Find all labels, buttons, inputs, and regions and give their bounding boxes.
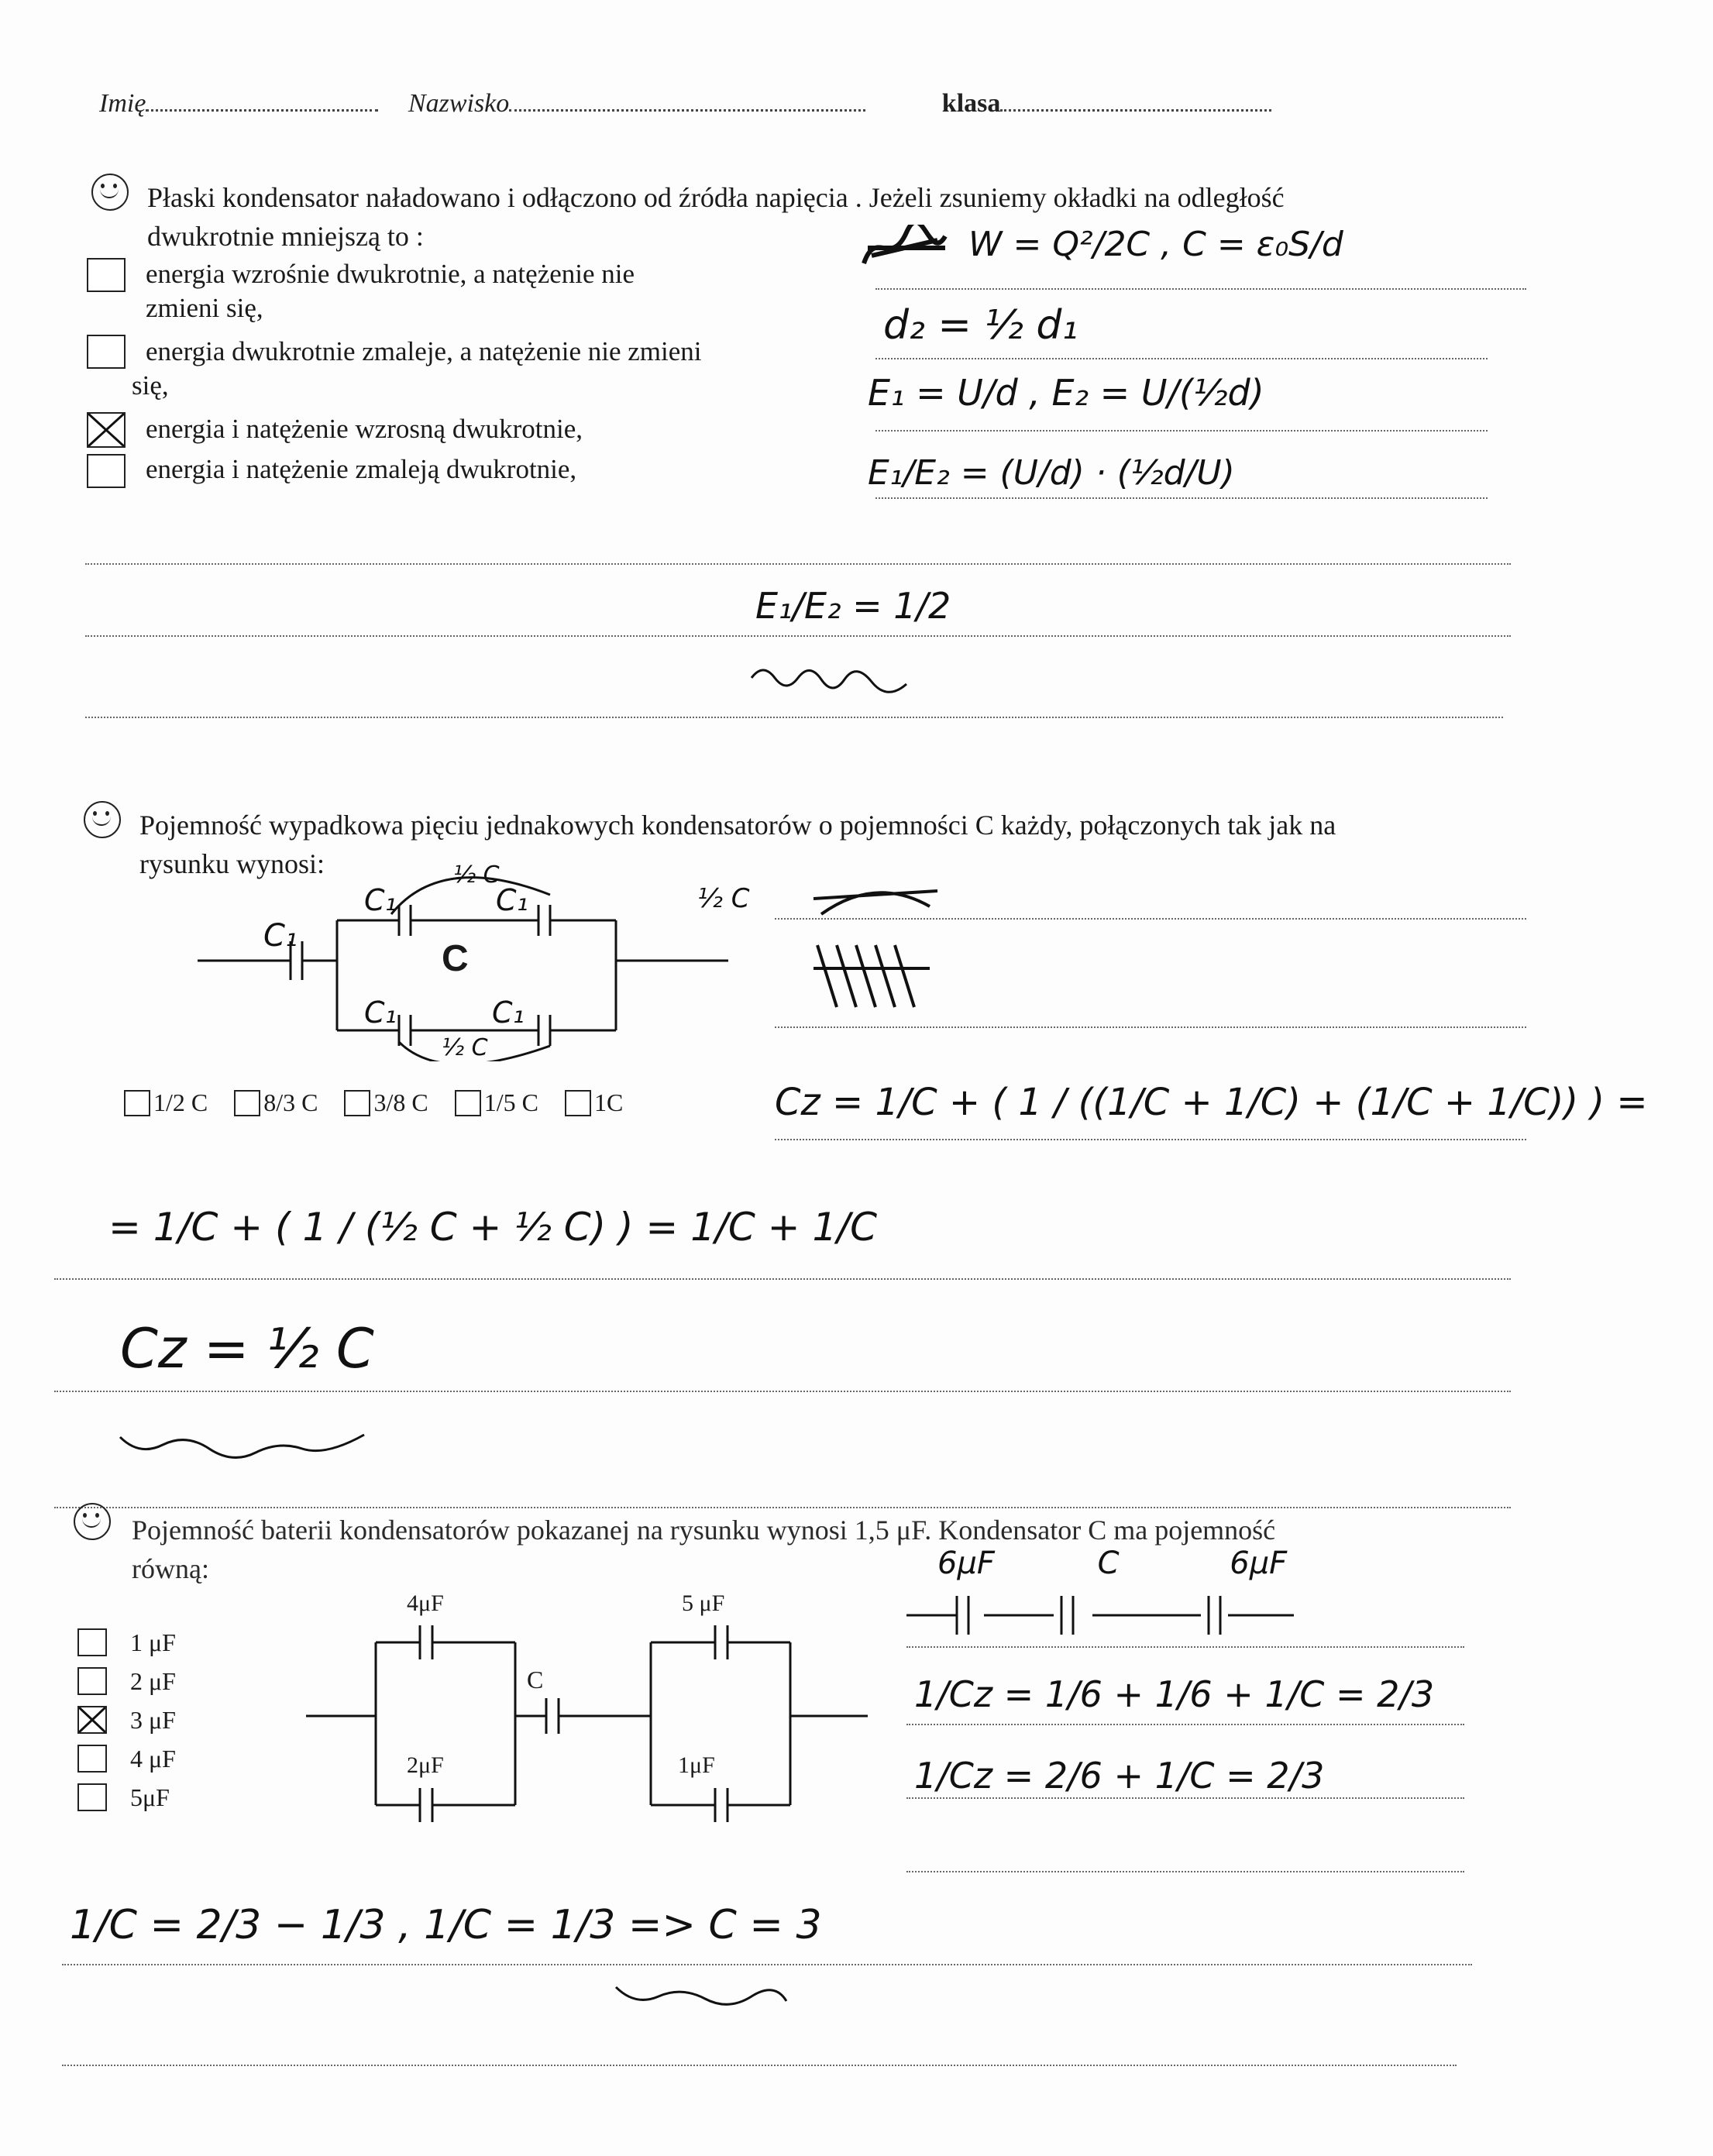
q2-option3-label: 3/8 C (373, 1088, 428, 1116)
q1-option1 (146, 257, 827, 325)
q3-option5-label: 5μF (130, 1783, 170, 1811)
q2-label-top-right: C₁ (496, 883, 528, 917)
answer-line (62, 1964, 1472, 1965)
q1-option1-line2: zmieni się, (146, 293, 263, 323)
answer-line (875, 288, 1526, 290)
q3-text (132, 1511, 1550, 1588)
q1-hand-d2: d₂ = ½ d₁ (883, 302, 1078, 349)
q1-hand-ratio: E₁/E₂ = (U/d) · (½d/U) (868, 453, 1235, 493)
q2-hand-line2: = 1/C + ( 1 / (½ C + ½ C) ) = 1/C + 1/C (108, 1205, 878, 1250)
q2-option1-label: 1/2 C (153, 1088, 208, 1116)
q1-option3-checkbox[interactable] (87, 412, 126, 448)
q2-option4-label: 1/5 C (483, 1088, 538, 1116)
answer-line (906, 1724, 1464, 1725)
q1-option4-checkbox[interactable] (87, 454, 126, 488)
q2-label-c1-left: C₁ (263, 918, 298, 954)
q3-hand-label-c: C (1097, 1546, 1120, 1581)
q3-option4 (77, 1739, 176, 1778)
q1-option3: energia i natężenie wzrosną dwukrotnie, (146, 414, 583, 444)
smiley-icon (84, 801, 121, 838)
answer-line (54, 1507, 1511, 1508)
q3-label-5uf: 5 μF (682, 1590, 725, 1616)
underline-wave-icon (748, 662, 910, 693)
answer-line (62, 2065, 1457, 2066)
q2-option4 (455, 1088, 538, 1117)
answer-line (875, 430, 1488, 432)
q2-option2-checkbox[interactable] (234, 1090, 260, 1116)
q3-hand-eq2: 1/Cz = 2/6 + 1/C = 2/3 (914, 1755, 1325, 1797)
q3-hand-eq3: 1/C = 2/3 − 1/3 , 1/C = 1/3 => C = 3 (70, 1902, 822, 1948)
q2-text-line1: Pojemność wypadkowa pięciu jednakowych kondensatorów o pojemności C każdy, połączonych tak jak na (139, 810, 1336, 841)
q3-text-line1: Pojemność baterii kondensatorów pokazanej na rysunku wynosi 1,5 μF. Kondensator C ma pojemność (132, 1515, 1276, 1546)
q3-hand-label-6uf-right: 6μF (1230, 1546, 1288, 1581)
q3-label-4uf: 4μF (407, 1590, 444, 1616)
answer-line (906, 1797, 1464, 1799)
answer-line (775, 1139, 1526, 1140)
q2-hand-result: Cz = ½ C (120, 1317, 374, 1381)
smiley-icon (74, 1503, 111, 1540)
q3-option2 (77, 1662, 176, 1700)
q2-option2 (234, 1088, 318, 1117)
q2-label-half-right: ½ C (697, 883, 750, 914)
q2-option1-checkbox[interactable] (124, 1090, 150, 1116)
q1-option1-checkbox[interactable] (87, 258, 126, 292)
q1-hand-e1: E₁ = U/d , E₂ = U/(½d) (868, 372, 1264, 414)
header (99, 89, 1271, 119)
q2-option5-checkbox[interactable] (565, 1090, 591, 1116)
q2-label-bottom-right: C₁ (492, 995, 525, 1030)
q2-option3-checkbox[interactable] (344, 1090, 370, 1116)
answer-line (54, 1278, 1511, 1280)
q2-option1 (124, 1088, 208, 1117)
answer-line (906, 1646, 1464, 1648)
q2-label-bottom-left: C₁ (364, 995, 397, 1030)
q3-hand-label-6uf-left: 6μF (937, 1546, 995, 1581)
scribble-icon (860, 225, 953, 271)
q3-hand-eq1: 1/Cz = 1/6 + 1/6 + 1/C = 2/3 (914, 1673, 1435, 1715)
imie-field[interactable] (146, 109, 378, 112)
answer-line (85, 563, 1511, 565)
q3-option3-checkbox[interactable] (77, 1706, 107, 1734)
check-cross-icon (88, 414, 124, 446)
q1-hand-result: E₁/E₂ = 1/2 (755, 585, 951, 627)
q2-options (124, 1088, 623, 1117)
q3-hand-top-labels (937, 1546, 1287, 1581)
q3-text-line2: równą: (132, 1553, 209, 1584)
check-cross-icon (79, 1707, 105, 1732)
scribble-icon (806, 868, 945, 1015)
answer-line (906, 1871, 1464, 1872)
q3-label-2uf: 2μF (407, 1752, 444, 1778)
nazwisko-field[interactable] (509, 109, 865, 112)
q2-label-middle: C (442, 938, 469, 979)
answer-line (85, 635, 1511, 637)
q1-option2-line2: się, (132, 370, 169, 401)
q1-text-line1: Płaski kondensator naładowano i odłączono od źródła napięcia . Jeżeli zsuniemy okładki na odległość (147, 182, 1285, 213)
q2-option3 (344, 1088, 428, 1117)
nazwisko-label: Nazwisko (408, 89, 510, 118)
q3-option3 (77, 1700, 176, 1739)
q3-option2-label: 2 μF (130, 1666, 176, 1695)
q3-option5 (77, 1778, 176, 1817)
q2-text-line2: rysunku wynosi: (139, 848, 325, 879)
answer-line (875, 358, 1488, 359)
q3-option2-checkbox[interactable] (77, 1667, 107, 1695)
q3-hand-series-circuit (906, 1592, 1309, 1638)
smiley-icon (91, 174, 129, 211)
q3-option1-checkbox[interactable] (77, 1628, 107, 1656)
q3-option3-label: 3 μF (130, 1705, 176, 1734)
q1-option1-line1: energia wzrośnie dwukrotnie, a natężenie nie (146, 259, 635, 289)
q3-option5-checkbox[interactable] (77, 1783, 107, 1811)
q3-label-c: C (527, 1666, 544, 1694)
q2-option2-label: 8/3 C (263, 1088, 318, 1116)
q1-option2 (132, 335, 827, 403)
answer-line (875, 497, 1488, 499)
imie-label: Imię (99, 89, 146, 118)
q2-hand-line1: Cz = 1/C + ( 1 / ((1/C + 1/C) + (1/C + 1/C)) ) = (775, 1081, 1648, 1124)
q3-option4-label: 4 μF (130, 1744, 176, 1773)
klasa-field[interactable] (1000, 109, 1271, 112)
q3-options (77, 1623, 176, 1817)
q2-label-half-top: ½ C (453, 861, 500, 889)
answer-line (775, 1026, 1526, 1028)
q1-text-line2: dwukrotnie mniejszą to : (147, 221, 424, 252)
q3-label-1uf: 1μF (678, 1752, 715, 1778)
q3-circuit-diagram (302, 1611, 875, 1867)
klasa-label: klasa (941, 89, 1001, 118)
answer-line (54, 1391, 1511, 1392)
q2-option5 (565, 1088, 623, 1117)
q2-option4-checkbox[interactable] (455, 1090, 481, 1116)
q3-option1-label: 1 μF (130, 1628, 176, 1656)
q1-option4: energia i natężenie zmaleją dwukrotnie, (146, 454, 577, 484)
q2-label-top-left: C₁ (364, 883, 397, 917)
underline-wave-icon (116, 1425, 372, 1464)
q1-option2-checkbox[interactable] (87, 335, 126, 369)
q1-option2-line1: energia dwukrotnie zmaleje, a natężenie nie zmieni (146, 336, 702, 366)
q2-option5-label: 1C (593, 1088, 624, 1116)
q3-option1 (77, 1623, 176, 1662)
underline-wave-icon (612, 1979, 790, 2010)
q2-label-half-bottom: ½ C (442, 1034, 488, 1061)
q1-hand-w-formula: W = Q²/2C , C = ε₀S/d (968, 225, 1343, 264)
q3-option4-checkbox[interactable] (77, 1745, 107, 1773)
answer-line (85, 717, 1503, 718)
